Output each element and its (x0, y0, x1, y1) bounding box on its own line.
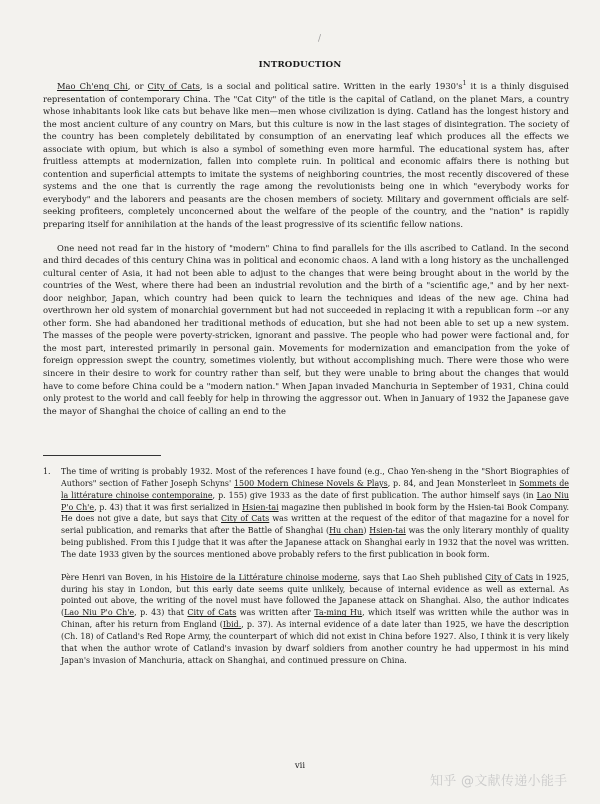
footnote-paragraph-1: The time of writing is probably 1932. Most of the references I have found (e.g., Chao Yen-sheng in the "Short Biographies of Authors" section of Father Joseph Schyns' 1500 Modern Chinese Novels & Plays, p. 84, and Jean Monsterleet in Sommets de la littérature chinoise contemporaine, p. 155) give 1933 as the date of first publication. The author himself says (in Lao Niu P'o Ch'e, p. 43) that it was first serialized in Hsien-tai magazine then published in book form by the Hsien-tai Book Company. He does not give a date, but says that City of Cats was written at the request of the editor of that magazine for a novel for serial publication, and remarks that after the Battle of Shanghai (Hu chan) Hsien-tai was the only literary monthly of quality being published. From this I judge that it was after the Japanese attack on Shanghai early in 1932 that the novel was written. The date 1933 given by the sources mentioned above probably refers to the first publication in book form. (61, 467, 570, 559)
paragraph-2: One need not read far in the history of "modern" China to find parallels for the ills ascribed to Catland. In the second and third decades of this century China was in political and economic chaos. A land with a long history as the unchallenged cultural center of Asia, it had not been able to adjust to the changes that were being brought about in the world by the countries of the West, where there had been an industrial revolution and the birth of a "scientific age," and by her next-door neighbor, Japan, which country had been quick to learn the techniques and ideas of the new age. China had overthrown her old system of monarchial government but had not succeeded in replacing it with a republican form --or any other form. She had abandoned her traditional methods of education, but she had not been able to set up a new system. The masses of the people were poverty-stricken, ignorant and passive. The people who had power were factional and, for the most part, interested primarily in personal gain. Movements for modernization and emancipation from the yoke of foreign oppression swept the country, sometimes violently, but without accomplishing much. There were those who were sincere in their desire to work for country rather than self, but they were unable to bring about the changes that would have to come before China could be a "modern nation." When Japan invaded Manchuria in September of 1931, China could only protest to the world and call feebly for help in throwing the aggressor out. When in January of 1932 the Japanese gave the mayor of Shanghai the choice of calling an end to the (43, 242, 569, 416)
footnotes (43, 466, 569, 667)
watermark: 知乎 @文献传递小能手 (430, 774, 568, 789)
page-number: vii (294, 761, 306, 771)
footnote-number: 1. (43, 467, 51, 476)
book-title-english: City of Cats (147, 81, 200, 91)
paragraph-1: Mao Ch'eng Chi, or City of Cats, is a social and political satire. Written in the early $1930's^1$ it is a thinly disguised representation of contemporary China. The "Cat City" of the title is the capital of Catland, on the planet Mars, a country whose inhabitants look like cats but behave like men—men whose civilization is dying. Catland has the longest history and the most ancient culture of any country on Mars, but this culture is now in the last stages of disintegration. The society of the country has been completely debilitated by consumption of an enervating leaf which produces all the effects we associate with opium, but which is also a symbol of something even more harmful. The educational system has, after fruitless attempts at modernization, fallen into complete ruin. In political and economic affairs there is nothing but contention and superficial attempts to imitate the systems of neighboring countries, the most recently discovered of these systems and the one that is currently the rage among the revolutionists being one in which "everybody works for everybody" and the laborers and peasants are the chosen members of society. Military and government officials are self-seeking profiteers, completely unconcerned about the welfare of the people of the country, and the "nation" is rapidly preparing itself for annihilation at the hands of the least progressive of its scientific fellow nations. (43, 80, 569, 230)
footnote-rule (43, 455, 161, 456)
page-title: INTRODUCTION (258, 60, 342, 70)
main-text (43, 80, 569, 417)
footnote-paragraph-2: Père Henri van Boven, in his Histoire de la Littérature chinoise moderne, says that Lao Sheh published City of Cats in 1925, during his stay in London, but this early date seems quite unlikely, because of internal evidence as well as external. As pointed out above, the writing of the novel must have followed the Japanese attack on Shanghai. Also, the author indicates (Lao Niu P'o Ch'e, p. 43) that City of Cats was written after Ta-ming Hu, which itself was written while the author was in Chinan, after his return from England (Ibid., p. 37). As internal evidence of a date later than 1925, we have the description (Ch. 18) of Catland's Red Rope Army, the counterpart of which did not exist in China before 1927. Also, I think it is very likely that when the author wrote of Catland's invasion by dwarf soldiers from another country he had uppermost in his mind Japan's invasion of Manchuria, attack on Shanghai, and continued pressure on China. (61, 572, 570, 665)
footnote-ref: 1 (462, 80, 467, 88)
footnote-1 (43, 466, 569, 561)
margin-mark: / (318, 34, 322, 44)
book-title: Mao Ch'eng Chi (57, 81, 128, 91)
